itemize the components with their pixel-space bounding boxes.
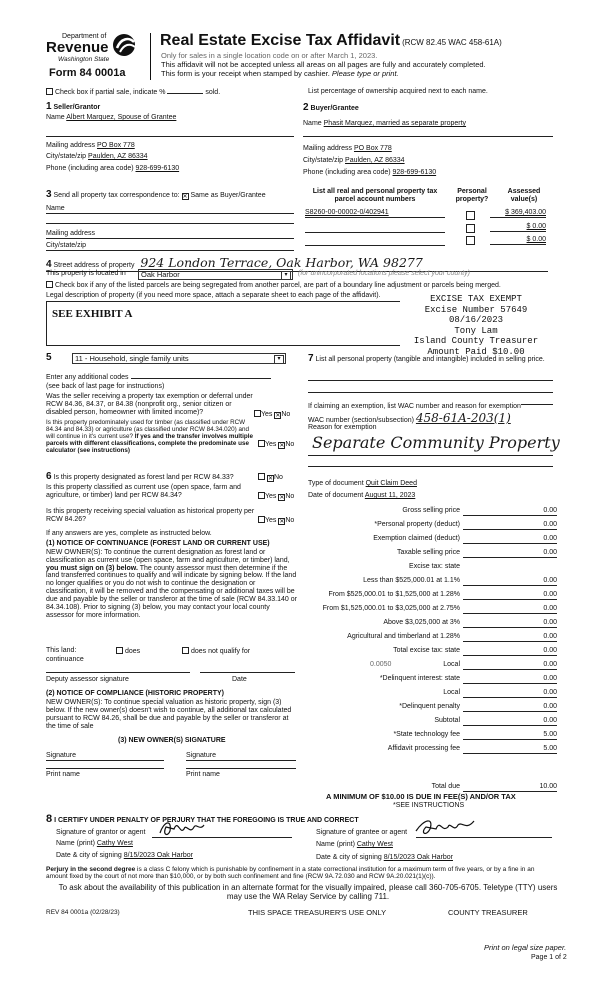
section3-mailing-label: Mailing address <box>46 230 96 237</box>
does-not-checkbox[interactable] <box>182 647 189 654</box>
timber-question-bold: If yes and the transfer involves multiple parcels with different classifications, complete the predominate use calculator (see instructions) <box>46 432 253 454</box>
street-address-label: Street address of property <box>53 262 135 269</box>
stamp-line: Island County Treasurer <box>413 336 539 346</box>
reason-line <box>308 455 553 456</box>
stamp-line: Amount Paid $10.00 <box>427 346 525 357</box>
tax-row-value[interactable]: 0.00 <box>463 619 557 628</box>
section3-name-extra-line <box>46 223 294 224</box>
seller-phone-row <box>46 165 294 173</box>
tax-row-value[interactable]: 0.00 <box>463 717 557 726</box>
no-label: No <box>285 441 295 448</box>
stamp-line: Excise Number 57649 <box>424 304 528 315</box>
does-not-option <box>182 647 250 656</box>
parcels-header-2: Personal property? <box>455 188 489 204</box>
tax-row-value[interactable]: 0.00 <box>463 605 557 614</box>
grantor-signature-label: Signature of grantor or agent <box>56 829 146 836</box>
no-label: No <box>285 493 295 500</box>
forest-question-text: Is this property designated as forest land per RCW 84.33? <box>53 474 234 481</box>
seller-city-row <box>46 153 294 161</box>
grantee-name-value[interactable]: Cathy West <box>356 841 393 848</box>
located-row <box>46 270 470 279</box>
alternate-format-note: To ask about the availability of this publication in an alternate format for the visually impaired, please call 360-705-6705. Teletype (TTY) users may use the WA Relay Service by calling 711. <box>58 883 558 901</box>
parcel-row[interactable] <box>305 209 445 218</box>
buyer-mailing-row <box>303 145 553 153</box>
historic-question: Is this property receiving special valuation as historical property per RCW 84.26? <box>46 508 255 524</box>
certify-text: I CERTIFY UNDER PENALTY OF PERJURY THAT THE FOREGOING IS TRUE AND CORRECT <box>54 817 359 824</box>
grantee-date-value[interactable]: 8/15/2023 Oak Harbor <box>383 854 453 861</box>
buyer-name-label: Name <box>303 120 322 127</box>
owner-signature-label: Signature <box>46 752 76 759</box>
tax-row-label: Affidavit processing fee <box>387 745 460 752</box>
parcel-row[interactable] <box>305 224 445 233</box>
no-label: No <box>281 411 291 418</box>
tax-row-value[interactable]: 0.00 <box>463 535 557 544</box>
legal-description-label: Legal description of property (if you need more space, attach a separate sheet to each page of the affidavit). <box>46 292 381 299</box>
partial-sale-checkbox[interactable] <box>46 88 53 95</box>
grantor-date-value[interactable]: 8/15/2023 Oak Harbor <box>123 852 193 859</box>
assessed-value[interactable] <box>490 236 546 245</box>
document-date-row <box>308 492 553 500</box>
seller-phone-value[interactable]: 928-699-6130 <box>135 165 180 172</box>
location-select[interactable] <box>138 269 293 280</box>
buyer-name-row <box>303 120 553 128</box>
tax-row-value[interactable]: 0.00 <box>463 647 557 656</box>
assessed-value-text: $ 369,403.00 <box>505 209 546 216</box>
wac-label: WAC number (section/subsection) <box>308 417 414 424</box>
seller-mailing-label: Mailing address <box>46 142 96 149</box>
section3-heading <box>46 189 266 201</box>
section8-num: 8 <box>46 813 53 825</box>
personal-property-checkbox[interactable] <box>466 224 475 233</box>
revision-label: REV 84 0001a (02/28/23) <box>46 909 120 916</box>
grantee-signature-label: Signature of grantee or agent <box>316 829 408 836</box>
buyer-city-row <box>303 157 553 165</box>
tax-row-value[interactable]: 0.00 <box>463 689 557 698</box>
timber-question-text: Is this property predominately used for timber (as classified under RCW 84.34 and 84.33) or agriculture (as classified under RCW 84.34.020) and will continue in it's current use? <box>46 419 250 440</box>
yes-label: Yes <box>265 441 277 448</box>
owner-print-line-1[interactable] <box>46 768 164 769</box>
tax-row-value[interactable]: 0.00 <box>463 703 557 712</box>
grantee-date-row <box>316 854 556 862</box>
parcels-header-1: List all real and personal property tax parcel account numbers <box>312 188 438 204</box>
tax-row-value[interactable]: 0.00 <box>463 675 557 684</box>
seller-heading-text: Seller/Grantor <box>53 104 101 111</box>
buyer-heading <box>303 102 359 114</box>
parcel-number: S8260-00-00002-0/402941 <box>305 209 389 216</box>
stamp-line: 08/16/2023 <box>448 315 503 325</box>
historic-yes-no <box>258 516 294 525</box>
personal-property-checkbox[interactable] <box>466 211 475 220</box>
segregated-row <box>46 281 501 290</box>
if-yes-note: If any answers are yes, complete as instructed below. <box>46 530 212 537</box>
sold-label: sold. <box>205 89 221 96</box>
receipt-text: This form is your receipt when stamped by cashier. <box>161 69 330 78</box>
wac-value[interactable]: 458-61A-203(1) <box>415 411 511 425</box>
parcel-row[interactable] <box>305 237 445 246</box>
owner-print-line-2[interactable] <box>186 768 296 769</box>
section3-text: Send all property tax correspondence to: <box>53 192 180 199</box>
tax-row-label: *Delinquent interest: state <box>379 675 460 682</box>
buyer-mailing-label: Mailing address <box>303 145 353 152</box>
perjury-text: is a class C felony which is punishable by confinement in a state correctional institution for a maximum term of five years, or by a fine in an amount fixed by the court of not more than $10,000, or by both such confinement and fine (RCW 9A.72.030 and RCW 9A.20.021(1)(c)). <box>46 866 535 881</box>
page-number: Page 1 of 2 <box>531 954 567 961</box>
same-as-buyer-checkbox[interactable] <box>182 193 189 200</box>
new-owner-signature-heading: (3) NEW OWNER(S) SIGNATURE <box>118 737 226 744</box>
form-title: Real Estate Excise Tax Affidavit <box>160 32 401 49</box>
seller-mailing-row <box>46 142 294 150</box>
n1-body-b: you must sign on (3) below. <box>46 564 138 572</box>
stamp-line: EXCISE TAX EXEMPT <box>430 294 522 304</box>
tax-row-value[interactable]: 0.00 <box>463 521 557 530</box>
seller-city-label: City/state/zip <box>46 153 87 160</box>
form-number: Form 84 0001a <box>49 67 126 79</box>
exemption-yes-no <box>254 410 290 419</box>
personal-property-checkbox[interactable] <box>466 236 475 245</box>
this-land-row <box>46 647 298 655</box>
notice-compliance-body: NEW OWNER(S): To continue special valuation as historic property, sign (3) below. If the new owner(s) doesn't wish to continue, all additional tax calculated pursuant to RCW 84.26, shall be due and payable by the seller or transferor at the time of sale <box>46 699 292 731</box>
current-use-yes-no <box>258 492 294 501</box>
assessed-value[interactable] <box>490 223 546 232</box>
excise-exempt-stamp <box>400 294 552 357</box>
only-for-note: Only for sales in a single location code on or after March 1, 2023. <box>161 51 378 60</box>
personal-property-line[interactable] <box>308 392 553 393</box>
tax-row-value[interactable]: 5.00 <box>463 731 557 740</box>
yes-checkbox[interactable] <box>258 492 265 499</box>
seller-name-value[interactable]: Albert Marquez, Spouse of Grantee <box>66 114 177 121</box>
perjury-note <box>46 866 556 880</box>
seller-heading <box>46 101 100 113</box>
segregated-label: Check box if any of the listed parcels are being segregated from another parcel, are part of a boundary line adjustment or parcels being merged. <box>54 282 501 289</box>
receipt-note <box>161 70 399 79</box>
perjury-bold: Perjury in the second degree <box>46 866 136 873</box>
minimum-due-note: A MINIMUM OF $10.00 IS DUE IN FEE(S) AND/OR TAX <box>326 792 516 801</box>
tax-row-label: Gross selling price <box>402 507 460 514</box>
section5-num: 5 <box>46 352 52 363</box>
buyer-mailing-value[interactable]: PO Box 778 <box>353 145 392 152</box>
tax-row-label: Exemption claimed (deduct) <box>373 535 460 542</box>
tax-row-label: Subtotal <box>434 717 460 724</box>
form-title-block <box>160 32 502 50</box>
section3-city-label: City/state/zip <box>46 242 87 249</box>
continuance-label: continuance <box>46 656 84 663</box>
tax-row-label: *Personal property (deduct) <box>374 521 460 528</box>
tax-row-label: From $525,000.01 to $1,525,000 at 1.28% <box>328 591 460 598</box>
tax-row-label: *Delinquent penalty <box>399 703 460 710</box>
timber-question <box>46 420 258 455</box>
additional-codes-label: Enter any additional codes <box>46 374 129 381</box>
seller-name-extra-line <box>46 136 294 137</box>
tax-row-label: Agricultural and timberland at 1.28% <box>347 633 460 640</box>
section3-name-label: Name <box>46 205 65 212</box>
total-due-value[interactable]: 10.00 <box>463 783 557 792</box>
street-address-value[interactable]: 924 London Terrace, Oak Harbor, WA 98277 <box>140 255 423 270</box>
list-percentage-note: List percentage of ownership acquired next to each name. <box>308 88 488 95</box>
exemption-claim-label: If claiming an exemption, list WAC number and reason for exemption <box>308 403 521 410</box>
seller-name-label: Name <box>46 114 65 121</box>
reason-line <box>308 466 553 467</box>
same-as-buyer-label: Same as Buyer/Grantee <box>190 192 266 199</box>
type-print-text: Please type or print. <box>331 69 399 78</box>
stamp-line: Tony Lam <box>454 325 498 336</box>
located-label: This property is located in <box>46 270 126 277</box>
tax-row-label: Excise tax: state <box>409 563 460 570</box>
treasurer-use-label: THIS SPACE TREASURER'S USE ONLY <box>248 908 387 917</box>
header-divider <box>150 33 151 80</box>
section3-num: 3 <box>46 189 52 200</box>
buyer-name-value[interactable]: Phasit Marquez, married as separate property <box>323 120 467 127</box>
no-checkbox[interactable] <box>267 475 274 482</box>
buyer-city-label: City/state/zip <box>303 157 344 164</box>
exemption-question: Was the seller receiving a property tax exemption or deferral under RCW 84.36, 84.37, or 84.38 (nonprofit org., senior citizen or disabled person, homeowner with limited income)? <box>46 393 253 417</box>
yes-checkbox[interactable] <box>258 516 265 523</box>
grantee-signature-row <box>316 829 556 837</box>
document-date-value[interactable]: August 11, 2023 <box>364 492 416 499</box>
deputy-date-line[interactable] <box>200 672 295 673</box>
tax-row-value[interactable]: 0.00 <box>463 633 557 642</box>
tax-row-label: From $1,525,000.01 to $3,025,000 at 2.75% <box>322 605 460 612</box>
seller-phone-label: Phone (including area code) <box>46 165 134 172</box>
owner-signature-label: Signature <box>186 752 216 759</box>
section7-text: List all personal property (tangible and intangible) included in selling price. <box>315 356 545 363</box>
tax-row-label: Total due <box>431 783 460 790</box>
partial-pct-field[interactable] <box>167 93 203 94</box>
grantor-date-row <box>56 852 296 860</box>
notice-continuance-body <box>46 549 298 619</box>
see-instructions-note: *SEE INSTRUCTIONS <box>393 802 465 809</box>
tax-row-value[interactable]: 0.00 <box>463 661 557 670</box>
unincorporated-note: (for unincorporated locations please select your county) <box>298 270 470 277</box>
yes-label: Yes <box>261 411 273 418</box>
no-label: No <box>285 517 295 524</box>
tax-row-label: Less than $525,000.01 at 1.1% <box>363 577 460 584</box>
grantee-name-row <box>316 841 556 849</box>
assessed-value-text: $ 0.00 <box>526 223 546 230</box>
tax-row-label: Taxable selling price <box>396 549 460 556</box>
does-checkbox[interactable] <box>116 647 123 654</box>
additional-codes-row <box>46 374 294 382</box>
print-name-label: Print name <box>46 771 80 778</box>
section3-city-row <box>46 242 294 251</box>
reason-value[interactable]: Separate Community Property <box>312 433 560 452</box>
partial-sale-row <box>46 88 220 97</box>
n1-body-a: NEW OWNER(S): To continue the current designation as forest land or classification as current use (open space, farm and agriculture, or timber) land, <box>46 549 290 564</box>
legal-paper-note: Print on legal size paper. <box>484 943 567 952</box>
form-rcw: (RCW 82.45 WAC 458-61A) <box>402 38 502 47</box>
buyer-phone-value[interactable]: 928-699-6130 <box>392 169 437 176</box>
land-use-value: 11 - Household, single family units <box>75 354 189 363</box>
forest-yes-no <box>258 473 283 482</box>
tax-row-label: Above $3,025,000 at 3% <box>383 619 460 626</box>
grantee-name-label: Name (print) <box>316 841 355 848</box>
section3-name-row <box>46 205 294 214</box>
grantee-date-label: Date & city of signing <box>316 854 382 861</box>
tax-row-value[interactable]: 0.00 <box>463 549 557 558</box>
grantor-name-row <box>56 840 296 848</box>
grantor-name-label: Name (print) <box>56 840 95 847</box>
deputy-signature-label: Deputy assessor signature <box>46 676 129 683</box>
forest-question <box>46 471 261 483</box>
personal-property-line[interactable] <box>308 380 553 381</box>
county-treasurer-label: COUNTY TREASURER <box>448 908 528 917</box>
land-use-select[interactable] <box>72 353 286 364</box>
chevron-down-icon: ▾ <box>281 271 291 280</box>
document-type-row <box>308 480 553 488</box>
tax-row-label: Local <box>443 689 460 696</box>
current-use-question: Is this property classified as current use (open space, farm and agriculture, or timber) land per RCW 84.34? <box>46 484 241 500</box>
buyer-phone-row <box>303 169 553 177</box>
yes-checkbox[interactable] <box>258 473 265 480</box>
revenue-logo-icon <box>112 33 138 57</box>
owner-signature-line-2[interactable] <box>186 760 296 761</box>
yes-label: Yes <box>265 493 277 500</box>
notice-continuance-heading: (1) NOTICE OF CONTINUANCE (FOREST LAND OR CURRENT USE) <box>46 540 270 547</box>
deputy-signature-line[interactable] <box>46 672 190 673</box>
section6-num: 6 <box>46 471 52 482</box>
tax-row-value[interactable]: 0.00 <box>463 591 557 600</box>
seller-mailing-value[interactable]: PO Box 778 <box>96 142 135 149</box>
yes-label: Yes <box>265 517 277 524</box>
revenue-label: Revenue <box>46 39 109 56</box>
notice-compliance-heading: (2) NOTICE OF COMPLIANCE (HISTORIC PROPERTY) <box>46 690 224 697</box>
buyer-name-extra-line <box>303 136 553 137</box>
assessed-value-text: $ 0.00 <box>526 236 546 243</box>
print-name-label: Print name <box>186 771 220 778</box>
section3-mailing-row <box>46 230 294 239</box>
seller-city-value[interactable]: Paulden, AZ 86334 <box>88 153 148 160</box>
document-date-label: Date of document <box>308 492 364 499</box>
grantor-signature-image <box>156 817 206 839</box>
local-rate: 0.0050 <box>370 661 392 668</box>
deputy-date-label: Date <box>232 676 247 683</box>
segregated-checkbox[interactable] <box>46 281 53 288</box>
grantee-signature-image <box>414 815 476 839</box>
timber-yes-no <box>258 440 294 449</box>
state-label: Washington State <box>58 56 110 63</box>
yes-checkbox[interactable] <box>254 410 261 417</box>
not-accepted-note: This affidavit will not be accepted unless all areas on all pages are fully and accurately completed. <box>161 60 486 69</box>
section4-num: 4 <box>46 259 52 270</box>
does-label: does <box>124 648 141 655</box>
grantor-date-label: Date & city of signing <box>56 852 122 859</box>
owner-signature-line-1[interactable] <box>46 760 164 761</box>
tax-row-label: *State technology fee <box>393 731 460 738</box>
this-land-label: This land: <box>46 647 77 654</box>
tax-row-value[interactable]: 5.00 <box>463 745 557 754</box>
grantor-signature-row <box>56 829 296 837</box>
assessed-value[interactable] <box>490 209 546 218</box>
yes-checkbox[interactable] <box>258 440 265 447</box>
tax-row-value[interactable]: 0.00 <box>463 577 557 586</box>
document-type-value[interactable]: Quit Claim Deed <box>365 480 417 487</box>
see-back-note: (see back of last page for instructions) <box>46 383 165 390</box>
no-label: No <box>273 474 283 481</box>
buyer-phone-label: Phone (including area code) <box>303 169 391 176</box>
tax-calculation <box>300 507 557 757</box>
parcels-header-3: Assessed value(s) <box>507 188 541 204</box>
document-type-label: Type of document <box>308 480 364 487</box>
dept-label: Department of <box>62 33 107 40</box>
buyer-city-value[interactable]: Paulden, AZ 86334 <box>345 157 405 164</box>
chevron-down-icon: ▾ <box>274 355 284 364</box>
grantor-name-value[interactable]: Cathy West <box>96 840 133 847</box>
does-not-label: does not qualify for <box>190 648 251 655</box>
tax-row-label: Local <box>443 661 460 668</box>
reason-label: Reason for exemption <box>308 424 377 431</box>
buyer-heading-text: Buyer/Grantee <box>310 105 359 112</box>
buyer-num: 2 <box>303 102 309 113</box>
section7-heading <box>308 353 553 365</box>
location-value: Oak Harbor <box>141 270 180 279</box>
legal-description-value: SEE EXHIBIT A <box>52 308 133 320</box>
additional-codes-field[interactable] <box>131 378 271 379</box>
n1-body-c: The county assessor must then determine if the land transferred continues to qualify and will indicate by signing below. If the land no longer qualifies or you do not wish to continue the designation or classification, it will be removed and the compensating or additional taxes will be due and payable by the seller or transferor at the time of sale (RCW 84.33.140 or 84.34.108). Prior to signing (3) below, you may contact your local county assessor for more information. <box>46 564 297 619</box>
seller-name-row <box>46 114 294 122</box>
section7-num: 7 <box>308 353 314 364</box>
tax-row-label: Total excise tax: state <box>393 647 460 654</box>
tax-row-value[interactable]: 0.00 <box>463 507 557 516</box>
seller-num: 1 <box>46 101 52 112</box>
does-option <box>116 647 140 656</box>
partial-sale-label: Check box if partial sale, indicate % <box>54 89 166 96</box>
